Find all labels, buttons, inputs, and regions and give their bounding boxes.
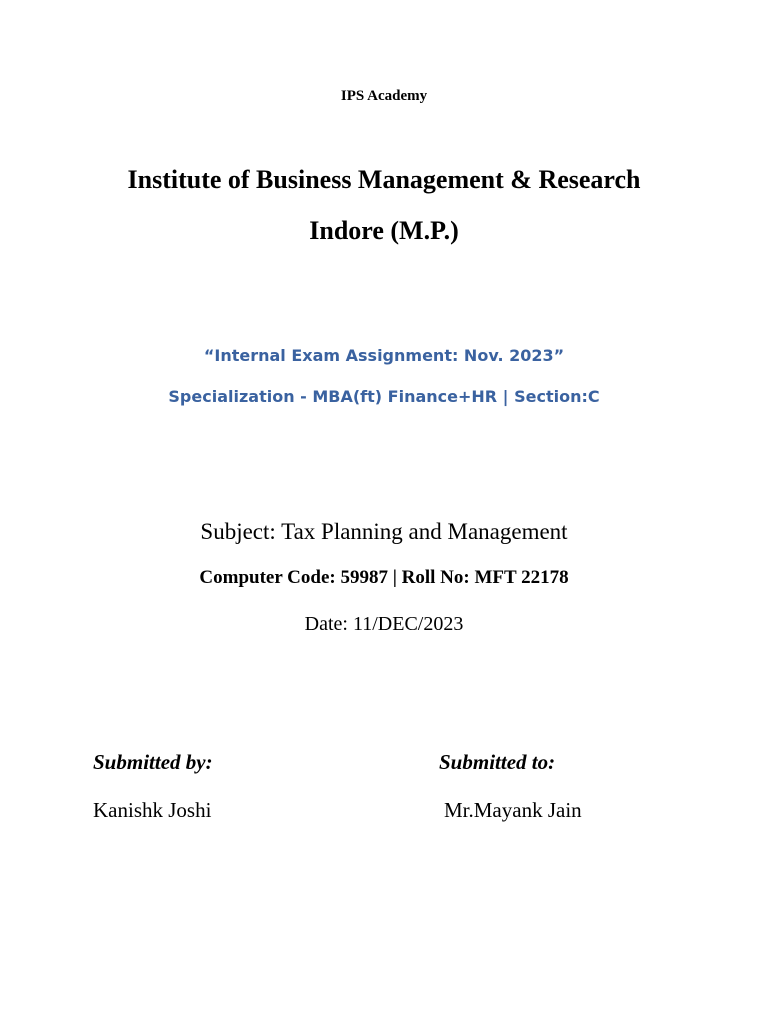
- date-line: Date: 11/DEC/2023: [304, 613, 464, 635]
- submitted-by-label: Submitted by:: [93, 750, 213, 774]
- submitted-by-name: Kanishk Joshi: [93, 798, 212, 822]
- submitted-to-label: Submitted to:: [439, 750, 556, 774]
- institute-city: Indore (M.P.): [309, 216, 459, 245]
- assignment-title: “Internal Exam Assignment: Nov. 2023”: [203, 346, 565, 365]
- academy-name: IPS Academy: [340, 88, 428, 104]
- institute-title: Institute of Business Management & Research: [127, 165, 641, 194]
- subject-line: Subject: Tax Planning and Management: [200, 519, 568, 544]
- computer-code-roll-no: Computer Code: 59987 | Roll No: MFT 22178: [199, 567, 569, 588]
- submitted-to-name: Mr.Mayank Jain: [444, 798, 582, 822]
- specialization-line: Specialization - MBA(ft) Finance+HR | Section:C: [168, 387, 600, 406]
